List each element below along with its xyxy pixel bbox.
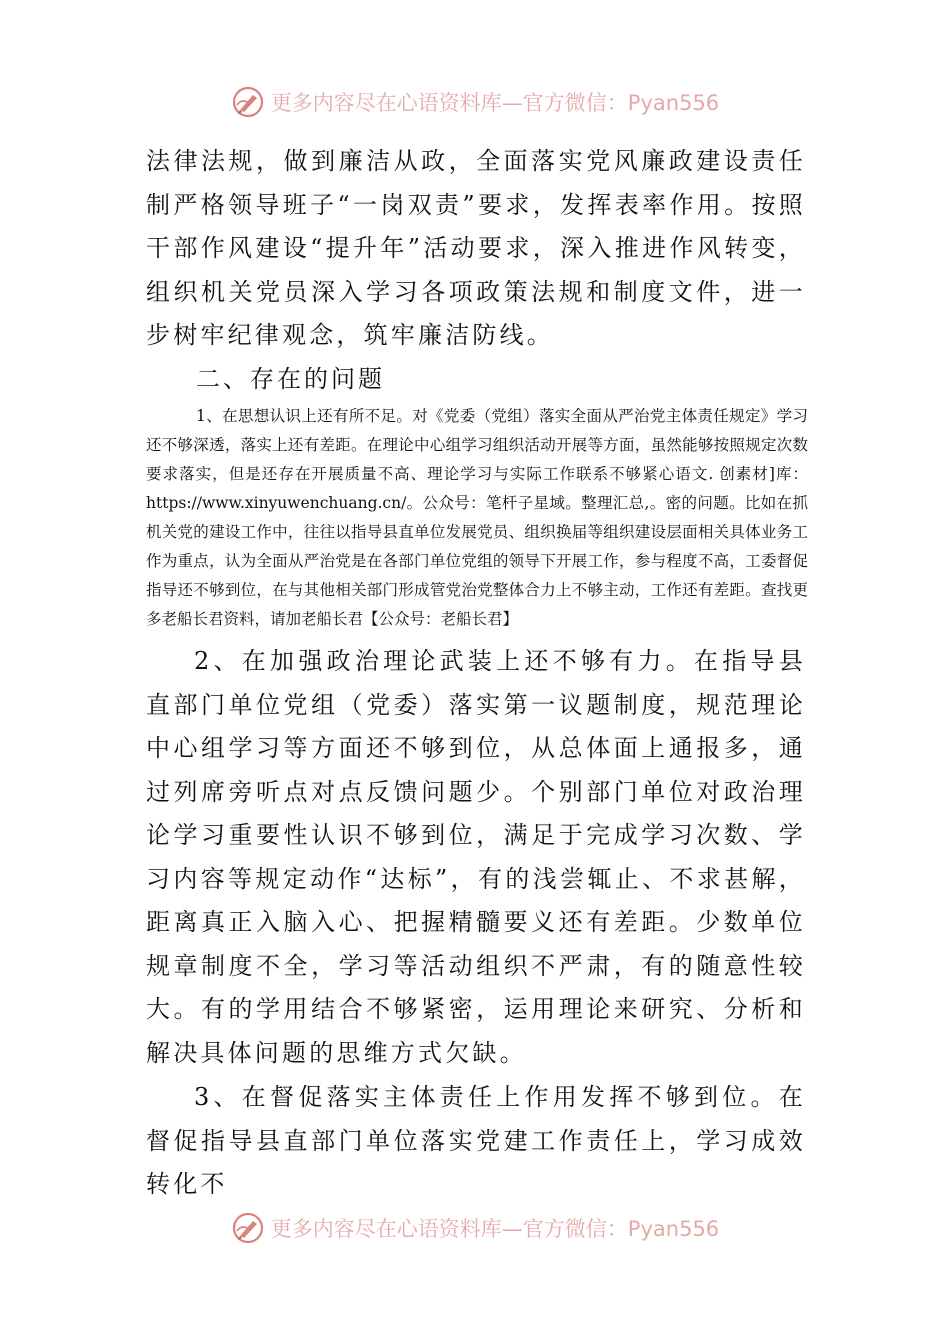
header-watermark-text: 更多内容尽在心语资料库—官方微信：Pyan556 (270, 91, 720, 115)
pen-logo-icon (231, 85, 265, 119)
footer-watermark-text: 更多内容尽在心语资料库—官方微信：Pyan556 (270, 1217, 720, 1241)
paragraph-2: 2、在加强政治理论武装上还不够有力。在指导县直部门单位党组（党委）落实第一议题制度，规范理论中心组学习等方面还不够到位，从总体面上通报多，通过列席旁听点对点反馈问题少。个别部门单位对政治理论学习重要性认识不够到位，满足于完成学习次数、学习内容等规定动作“达标”，有的浅尝辄止、不求甚解，距离真正入脑入心、把握精髓要义还有差距。少数单位规章制度不全，学习等活动组织不严肃，有的随意性较大。有的学用结合不够紧密，运用理论来研究、分析和解决具体问题的思维方式欠缺。 (146, 647, 806, 1067)
footer-watermark-banner (0, 1208, 950, 1248)
paragraph-small: 1、在思想认识上还有所不足。对《党委（党组）落实全面从严治党主体责任规定》学习还不够深透，落实上还有差距。在理论中心组学习组织活动开展等方面，虽然能够按照规定次数要求落实，但是还存在开展质量不高、理论学习与实际工作联系不够紧心语文. 创素材]库：https://www.xinyuwenchuang.cn/。公众号：笔杆子星域。整理汇总,。密的问题。比如在抓机关党的建设工作中，往往以指导县直单位发展党员、组织换届等组织建设层面相关具体业务工作为重点，认为全面从严治党是在各部门单位党组的领导下开展工作，参与程度不高，工委督促指导还不够到位，在与其他相关部门形成管党治党整体合力上不够主动，工作还有差距。查找更多老船长君资料，请加老船长君【公众号：老船长君】 (146, 407, 808, 628)
section-heading: 二、存在的问题 (196, 365, 385, 393)
paragraph-1: 法律法规，做到廉洁从政，全面落实党风廉政建设责任制严格领导班子“一岗双责”要求，发挥表率作用。按照干部作风建设“提升年”活动要求，深入推进作风转变，组织机关党员深入学习各项政策法规和制度文件，进一步树牢纪律观念，筑牢廉洁防线。 (146, 147, 806, 349)
pen-logo-icon (231, 1211, 265, 1245)
paragraph-3: 3、在督促落实主体责任上作用发挥不够到位。在督促指导县直部门单位落实党建工作责任上，学习成效转化不 (146, 1083, 806, 1198)
header-watermark-banner (0, 82, 950, 122)
